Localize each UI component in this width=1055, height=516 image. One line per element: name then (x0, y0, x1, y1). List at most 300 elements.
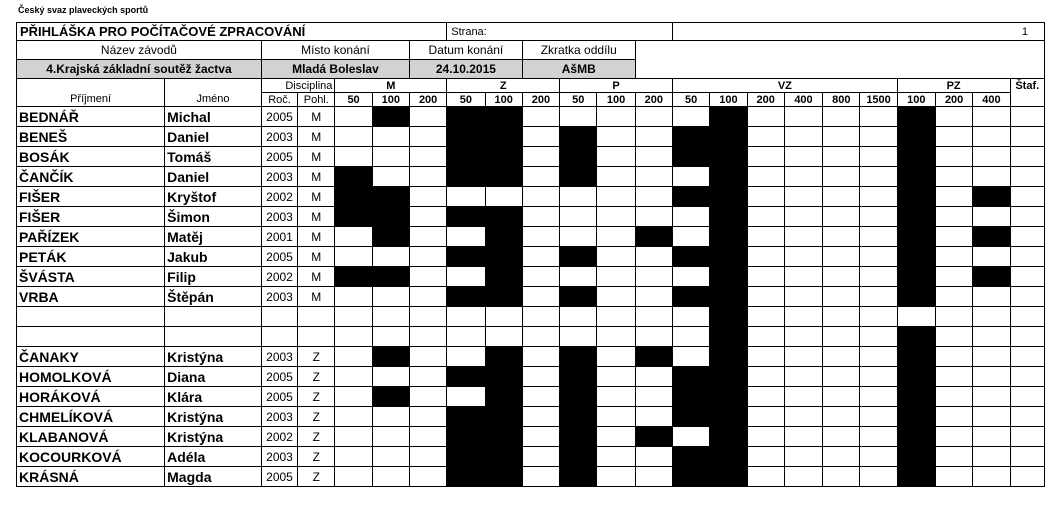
entry-cell-m-200[interactable] (409, 447, 446, 467)
entry-cell-m-100[interactable] (372, 467, 409, 487)
entry-cell-z-50[interactable] (447, 387, 485, 407)
entry-cell-p-50[interactable] (560, 367, 597, 387)
entry-cell-z-100[interactable] (485, 367, 522, 387)
entry-cell-m-100[interactable] (372, 247, 409, 267)
entry-cell-z-100[interactable] (485, 327, 522, 347)
entry-cell-p-200[interactable] (635, 207, 672, 227)
entry-cell-z-200[interactable] (522, 467, 559, 487)
entry-cell-vz-100[interactable] (710, 247, 747, 267)
entry-cell-p-50[interactable] (560, 427, 597, 447)
entry-cell-vz-200[interactable] (747, 407, 784, 427)
entry-cell-m-100[interactable] (372, 107, 409, 127)
entry-cell-z-200[interactable] (522, 287, 559, 307)
entry-cell-taf-x[interactable] (1010, 407, 1044, 427)
entry-cell-pz-200[interactable] (935, 147, 972, 167)
entry-cell-taf-x[interactable] (1010, 207, 1044, 227)
entry-cell-pz-100[interactable] (897, 427, 935, 447)
entry-cell-vz-1500[interactable] (860, 467, 897, 487)
entry-cell-vz-200[interactable] (747, 227, 784, 247)
entry-cell-vz-100[interactable] (710, 407, 747, 427)
entry-cell-vz-400[interactable] (784, 187, 822, 207)
entry-cell-z-200[interactable] (522, 347, 559, 367)
entry-cell-pz-200[interactable] (935, 367, 972, 387)
entry-cell-vz-50[interactable] (673, 307, 710, 327)
entry-cell-taf-x[interactable] (1010, 447, 1044, 467)
entry-cell-vz-200[interactable] (747, 307, 784, 327)
entry-cell-vz-1500[interactable] (860, 347, 897, 367)
entry-cell-p-50[interactable] (560, 187, 597, 207)
entry-cell-p-100[interactable] (597, 207, 635, 227)
entry-cell-m-200[interactable] (409, 407, 446, 427)
entry-cell-m-50[interactable] (335, 327, 372, 347)
entry-cell-vz-50[interactable] (673, 147, 710, 167)
entry-cell-p-100[interactable] (597, 407, 635, 427)
entry-cell-m-200[interactable] (409, 387, 446, 407)
entry-cell-m-200[interactable] (409, 267, 446, 287)
entry-cell-z-200[interactable] (522, 227, 559, 247)
entry-cell-p-200[interactable] (635, 427, 672, 447)
entry-cell-m-50[interactable] (335, 387, 372, 407)
entry-cell-z-50[interactable] (447, 347, 485, 367)
entry-cell-m-200[interactable] (409, 227, 446, 247)
entry-cell-vz-100[interactable] (710, 427, 747, 447)
entry-cell-z-100[interactable] (485, 207, 522, 227)
entry-cell-vz-1500[interactable] (860, 307, 897, 327)
entry-cell-taf-x[interactable] (1010, 427, 1044, 447)
entry-cell-z-200[interactable] (522, 307, 559, 327)
entry-cell-z-100[interactable] (485, 267, 522, 287)
entry-cell-pz-100[interactable] (897, 347, 935, 367)
entry-cell-taf-x[interactable] (1010, 107, 1044, 127)
entry-cell-vz-800[interactable] (823, 107, 860, 127)
entry-cell-m-50[interactable] (335, 467, 372, 487)
entry-cell-vz-400[interactable] (784, 127, 822, 147)
entry-cell-p-50[interactable] (560, 387, 597, 407)
entry-cell-z-50[interactable] (447, 207, 485, 227)
entry-cell-vz-200[interactable] (747, 327, 784, 347)
entry-cell-z-200[interactable] (522, 267, 559, 287)
entry-cell-vz-200[interactable] (747, 107, 784, 127)
entry-cell-vz-1500[interactable] (860, 227, 897, 247)
entry-cell-vz-50[interactable] (673, 447, 710, 467)
entry-cell-m-50[interactable] (335, 127, 372, 147)
entry-cell-pz-400[interactable] (973, 167, 1010, 187)
entry-cell-pz-100[interactable] (897, 127, 935, 147)
entry-cell-z-200[interactable] (522, 327, 559, 347)
entry-cell-vz-50[interactable] (673, 467, 710, 487)
entry-cell-m-100[interactable] (372, 267, 409, 287)
entry-cell-vz-800[interactable] (823, 167, 860, 187)
entry-cell-z-200[interactable] (522, 367, 559, 387)
entry-cell-vz-800[interactable] (823, 187, 860, 207)
entry-cell-m-200[interactable] (409, 187, 446, 207)
entry-cell-pz-100[interactable] (897, 167, 935, 187)
entry-cell-z-200[interactable] (522, 127, 559, 147)
entry-cell-vz-400[interactable] (784, 147, 822, 167)
entry-cell-pz-200[interactable] (935, 127, 972, 147)
entry-cell-pz-200[interactable] (935, 287, 972, 307)
entry-cell-m-200[interactable] (409, 127, 446, 147)
entry-cell-z-200[interactable] (522, 147, 559, 167)
entry-cell-m-200[interactable] (409, 347, 446, 367)
entry-cell-taf-x[interactable] (1010, 127, 1044, 147)
entry-cell-vz-100[interactable] (710, 227, 747, 247)
entry-cell-p-100[interactable] (597, 147, 635, 167)
entry-cell-pz-400[interactable] (973, 147, 1010, 167)
entry-cell-pz-400[interactable] (973, 387, 1010, 407)
entry-cell-vz-1500[interactable] (860, 147, 897, 167)
entry-cell-p-50[interactable] (560, 247, 597, 267)
entry-cell-taf-x[interactable] (1010, 327, 1044, 347)
entry-cell-pz-100[interactable] (897, 387, 935, 407)
entry-cell-z-100[interactable] (485, 467, 522, 487)
entry-cell-vz-1500[interactable] (860, 167, 897, 187)
entry-cell-vz-100[interactable] (710, 207, 747, 227)
entry-cell-vz-1500[interactable] (860, 247, 897, 267)
entry-cell-z-50[interactable] (447, 107, 485, 127)
entry-cell-p-100[interactable] (597, 427, 635, 447)
entry-cell-vz-50[interactable] (673, 367, 710, 387)
entry-cell-pz-200[interactable] (935, 247, 972, 267)
entry-cell-z-200[interactable] (522, 447, 559, 467)
entry-cell-z-200[interactable] (522, 107, 559, 127)
entry-cell-p-100[interactable] (597, 367, 635, 387)
entry-cell-z-200[interactable] (522, 167, 559, 187)
entry-cell-pz-400[interactable] (973, 307, 1010, 327)
entry-cell-p-50[interactable] (560, 347, 597, 367)
entry-cell-m-50[interactable] (335, 367, 372, 387)
entry-cell-m-100[interactable] (372, 387, 409, 407)
entry-cell-vz-100[interactable] (710, 367, 747, 387)
entry-cell-taf-x[interactable] (1010, 467, 1044, 487)
entry-cell-vz-800[interactable] (823, 267, 860, 287)
entry-cell-vz-200[interactable] (747, 347, 784, 367)
entry-cell-p-50[interactable] (560, 327, 597, 347)
entry-cell-m-200[interactable] (409, 287, 446, 307)
entry-cell-p-200[interactable] (635, 187, 672, 207)
entry-cell-vz-50[interactable] (673, 407, 710, 427)
entry-cell-pz-100[interactable] (897, 327, 935, 347)
entry-cell-vz-200[interactable] (747, 267, 784, 287)
entry-cell-z-50[interactable] (447, 147, 485, 167)
entry-cell-pz-100[interactable] (897, 407, 935, 427)
entry-cell-m-50[interactable] (335, 207, 372, 227)
entry-cell-z-200[interactable] (522, 387, 559, 407)
entry-cell-z-100[interactable] (485, 407, 522, 427)
entry-cell-vz-400[interactable] (784, 247, 822, 267)
entry-cell-vz-800[interactable] (823, 227, 860, 247)
entry-cell-vz-400[interactable] (784, 427, 822, 447)
entry-cell-pz-400[interactable] (973, 427, 1010, 447)
entry-cell-vz-800[interactable] (823, 367, 860, 387)
entry-cell-z-100[interactable] (485, 387, 522, 407)
entry-cell-m-100[interactable] (372, 327, 409, 347)
entry-cell-vz-100[interactable] (710, 347, 747, 367)
entry-cell-vz-800[interactable] (823, 287, 860, 307)
entry-cell-vz-200[interactable] (747, 427, 784, 447)
entry-cell-vz-200[interactable] (747, 447, 784, 467)
entry-cell-m-100[interactable] (372, 347, 409, 367)
entry-cell-m-100[interactable] (372, 147, 409, 167)
entry-cell-p-50[interactable] (560, 267, 597, 287)
entry-cell-m-50[interactable] (335, 347, 372, 367)
entry-cell-pz-200[interactable] (935, 427, 972, 447)
entry-cell-taf-x[interactable] (1010, 267, 1044, 287)
entry-cell-vz-400[interactable] (784, 167, 822, 187)
entry-cell-vz-1500[interactable] (860, 207, 897, 227)
entry-cell-vz-400[interactable] (784, 207, 822, 227)
entry-cell-p-200[interactable] (635, 467, 672, 487)
entry-cell-vz-1500[interactable] (860, 107, 897, 127)
entry-cell-z-100[interactable] (485, 307, 522, 327)
entry-cell-vz-100[interactable] (710, 107, 747, 127)
entry-cell-pz-200[interactable] (935, 467, 972, 487)
entry-cell-m-50[interactable] (335, 427, 372, 447)
entry-cell-z-100[interactable] (485, 187, 522, 207)
entry-cell-z-50[interactable] (447, 407, 485, 427)
entry-cell-p-200[interactable] (635, 307, 672, 327)
entry-cell-z-100[interactable] (485, 147, 522, 167)
entry-cell-vz-1500[interactable] (860, 187, 897, 207)
entry-cell-vz-1500[interactable] (860, 327, 897, 347)
entry-cell-vz-1500[interactable] (860, 287, 897, 307)
entry-cell-taf-x[interactable] (1010, 367, 1044, 387)
entry-cell-taf-x[interactable] (1010, 247, 1044, 267)
entry-cell-z-200[interactable] (522, 247, 559, 267)
entry-cell-pz-100[interactable] (897, 247, 935, 267)
entry-cell-vz-100[interactable] (710, 447, 747, 467)
entry-cell-m-100[interactable] (372, 287, 409, 307)
entry-cell-vz-50[interactable] (673, 167, 710, 187)
entry-cell-vz-400[interactable] (784, 467, 822, 487)
entry-cell-p-100[interactable] (597, 467, 635, 487)
entry-cell-pz-100[interactable] (897, 267, 935, 287)
entry-cell-pz-400[interactable] (973, 247, 1010, 267)
entry-cell-m-50[interactable] (335, 147, 372, 167)
entry-cell-pz-400[interactable] (973, 187, 1010, 207)
entry-cell-vz-800[interactable] (823, 247, 860, 267)
entry-cell-vz-800[interactable] (823, 447, 860, 467)
entry-cell-vz-800[interactable] (823, 207, 860, 227)
entry-cell-z-50[interactable] (447, 167, 485, 187)
entry-cell-z-100[interactable] (485, 427, 522, 447)
entry-cell-z-50[interactable] (447, 267, 485, 287)
entry-cell-z-100[interactable] (485, 347, 522, 367)
entry-cell-z-50[interactable] (447, 367, 485, 387)
entry-cell-vz-800[interactable] (823, 407, 860, 427)
entry-cell-m-100[interactable] (372, 427, 409, 447)
entry-cell-pz-400[interactable] (973, 407, 1010, 427)
entry-cell-taf-x[interactable] (1010, 287, 1044, 307)
entry-cell-vz-800[interactable] (823, 347, 860, 367)
entry-cell-p-100[interactable] (597, 347, 635, 367)
entry-cell-pz-400[interactable] (973, 127, 1010, 147)
entry-cell-z-50[interactable] (447, 467, 485, 487)
entry-cell-p-200[interactable] (635, 347, 672, 367)
entry-cell-pz-200[interactable] (935, 167, 972, 187)
entry-cell-vz-50[interactable] (673, 107, 710, 127)
entry-cell-z-100[interactable] (485, 447, 522, 467)
entry-cell-vz-200[interactable] (747, 367, 784, 387)
entry-cell-pz-200[interactable] (935, 387, 972, 407)
entry-cell-p-50[interactable] (560, 127, 597, 147)
entry-cell-vz-50[interactable] (673, 207, 710, 227)
entry-cell-vz-50[interactable] (673, 187, 710, 207)
entry-cell-p-200[interactable] (635, 167, 672, 187)
entry-cell-pz-200[interactable] (935, 267, 972, 287)
entry-cell-m-100[interactable] (372, 367, 409, 387)
entry-cell-vz-100[interactable] (710, 267, 747, 287)
entry-cell-pz-100[interactable] (897, 227, 935, 247)
entry-cell-m-200[interactable] (409, 147, 446, 167)
entry-cell-p-100[interactable] (597, 227, 635, 247)
entry-cell-p-200[interactable] (635, 147, 672, 167)
entry-cell-z-50[interactable] (447, 307, 485, 327)
entry-cell-vz-200[interactable] (747, 127, 784, 147)
entry-cell-z-50[interactable] (447, 287, 485, 307)
entry-cell-z-100[interactable] (485, 247, 522, 267)
entry-cell-vz-800[interactable] (823, 467, 860, 487)
entry-cell-p-200[interactable] (635, 367, 672, 387)
entry-cell-m-50[interactable] (335, 307, 372, 327)
entry-cell-m-50[interactable] (335, 187, 372, 207)
entry-cell-pz-100[interactable] (897, 467, 935, 487)
entry-cell-vz-200[interactable] (747, 387, 784, 407)
entry-cell-pz-400[interactable] (973, 227, 1010, 247)
entry-cell-vz-100[interactable] (710, 387, 747, 407)
entry-cell-taf-x[interactable] (1010, 167, 1044, 187)
entry-cell-m-50[interactable] (335, 287, 372, 307)
entry-cell-p-50[interactable] (560, 307, 597, 327)
entry-cell-z-50[interactable] (447, 227, 485, 247)
entry-cell-m-200[interactable] (409, 107, 446, 127)
entry-cell-m-100[interactable] (372, 207, 409, 227)
entry-cell-p-200[interactable] (635, 127, 672, 147)
entry-cell-vz-100[interactable] (710, 287, 747, 307)
entry-cell-vz-50[interactable] (673, 387, 710, 407)
entry-cell-p-50[interactable] (560, 147, 597, 167)
entry-cell-p-50[interactable] (560, 447, 597, 467)
entry-cell-p-100[interactable] (597, 447, 635, 467)
entry-cell-vz-100[interactable] (710, 127, 747, 147)
entry-cell-p-100[interactable] (597, 107, 635, 127)
entry-cell-z-50[interactable] (447, 427, 485, 447)
entry-cell-vz-1500[interactable] (860, 387, 897, 407)
entry-cell-vz-200[interactable] (747, 247, 784, 267)
entry-cell-p-50[interactable] (560, 287, 597, 307)
entry-cell-p-200[interactable] (635, 267, 672, 287)
entry-cell-pz-400[interactable] (973, 467, 1010, 487)
entry-cell-pz-400[interactable] (973, 287, 1010, 307)
entry-cell-pz-100[interactable] (897, 367, 935, 387)
entry-cell-m-100[interactable] (372, 307, 409, 327)
entry-cell-m-50[interactable] (335, 107, 372, 127)
entry-cell-z-50[interactable] (447, 247, 485, 267)
entry-cell-p-200[interactable] (635, 327, 672, 347)
entry-cell-vz-50[interactable] (673, 347, 710, 367)
entry-cell-p-200[interactable] (635, 107, 672, 127)
entry-cell-m-50[interactable] (335, 247, 372, 267)
entry-cell-vz-1500[interactable] (860, 447, 897, 467)
entry-cell-vz-400[interactable] (784, 347, 822, 367)
entry-cell-taf-x[interactable] (1010, 387, 1044, 407)
entry-cell-pz-200[interactable] (935, 347, 972, 367)
entry-cell-p-200[interactable] (635, 247, 672, 267)
entry-cell-vz-1500[interactable] (860, 127, 897, 147)
entry-cell-z-200[interactable] (522, 427, 559, 447)
entry-cell-pz-100[interactable] (897, 287, 935, 307)
entry-cell-m-50[interactable] (335, 447, 372, 467)
entry-cell-m-100[interactable] (372, 187, 409, 207)
entry-cell-p-100[interactable] (597, 167, 635, 187)
entry-cell-p-100[interactable] (597, 187, 635, 207)
entry-cell-vz-1500[interactable] (860, 427, 897, 447)
entry-cell-pz-100[interactable] (897, 307, 935, 327)
entry-cell-pz-100[interactable] (897, 147, 935, 167)
entry-cell-vz-800[interactable] (823, 427, 860, 447)
entry-cell-vz-100[interactable] (710, 187, 747, 207)
entry-cell-vz-400[interactable] (784, 307, 822, 327)
entry-cell-vz-400[interactable] (784, 227, 822, 247)
entry-cell-p-50[interactable] (560, 227, 597, 247)
entry-cell-m-50[interactable] (335, 407, 372, 427)
entry-cell-vz-1500[interactable] (860, 407, 897, 427)
entry-cell-pz-100[interactable] (897, 207, 935, 227)
entry-cell-p-100[interactable] (597, 327, 635, 347)
entry-cell-vz-200[interactable] (747, 467, 784, 487)
entry-cell-p-200[interactable] (635, 407, 672, 427)
entry-cell-p-200[interactable] (635, 387, 672, 407)
entry-cell-vz-100[interactable] (710, 467, 747, 487)
entry-cell-vz-50[interactable] (673, 427, 710, 447)
entry-cell-p-200[interactable] (635, 287, 672, 307)
entry-cell-m-100[interactable] (372, 447, 409, 467)
entry-cell-vz-1500[interactable] (860, 267, 897, 287)
entry-cell-pz-400[interactable] (973, 347, 1010, 367)
entry-cell-vz-200[interactable] (747, 187, 784, 207)
entry-cell-vz-50[interactable] (673, 247, 710, 267)
entry-cell-vz-400[interactable] (784, 287, 822, 307)
entry-cell-vz-800[interactable] (823, 327, 860, 347)
entry-cell-m-200[interactable] (409, 427, 446, 447)
entry-cell-m-50[interactable] (335, 267, 372, 287)
entry-cell-z-100[interactable] (485, 167, 522, 187)
entry-cell-vz-400[interactable] (784, 267, 822, 287)
entry-cell-taf-x[interactable] (1010, 307, 1044, 327)
entry-cell-z-100[interactable] (485, 127, 522, 147)
entry-cell-z-100[interactable] (485, 287, 522, 307)
entry-cell-vz-50[interactable] (673, 227, 710, 247)
entry-cell-p-100[interactable] (597, 387, 635, 407)
entry-cell-vz-800[interactable] (823, 387, 860, 407)
entry-cell-vz-800[interactable] (823, 127, 860, 147)
entry-cell-vz-400[interactable] (784, 327, 822, 347)
entry-cell-m-200[interactable] (409, 327, 446, 347)
entry-cell-pz-200[interactable] (935, 187, 972, 207)
entry-cell-z-100[interactable] (485, 107, 522, 127)
entry-cell-vz-200[interactable] (747, 207, 784, 227)
entry-cell-m-200[interactable] (409, 207, 446, 227)
entry-cell-p-100[interactable] (597, 127, 635, 147)
entry-cell-pz-200[interactable] (935, 447, 972, 467)
entry-cell-pz-400[interactable] (973, 267, 1010, 287)
entry-cell-vz-400[interactable] (784, 447, 822, 467)
entry-cell-m-200[interactable] (409, 307, 446, 327)
entry-cell-vz-200[interactable] (747, 167, 784, 187)
entry-cell-z-50[interactable] (447, 447, 485, 467)
entry-cell-z-200[interactable] (522, 187, 559, 207)
entry-cell-p-200[interactable] (635, 447, 672, 467)
